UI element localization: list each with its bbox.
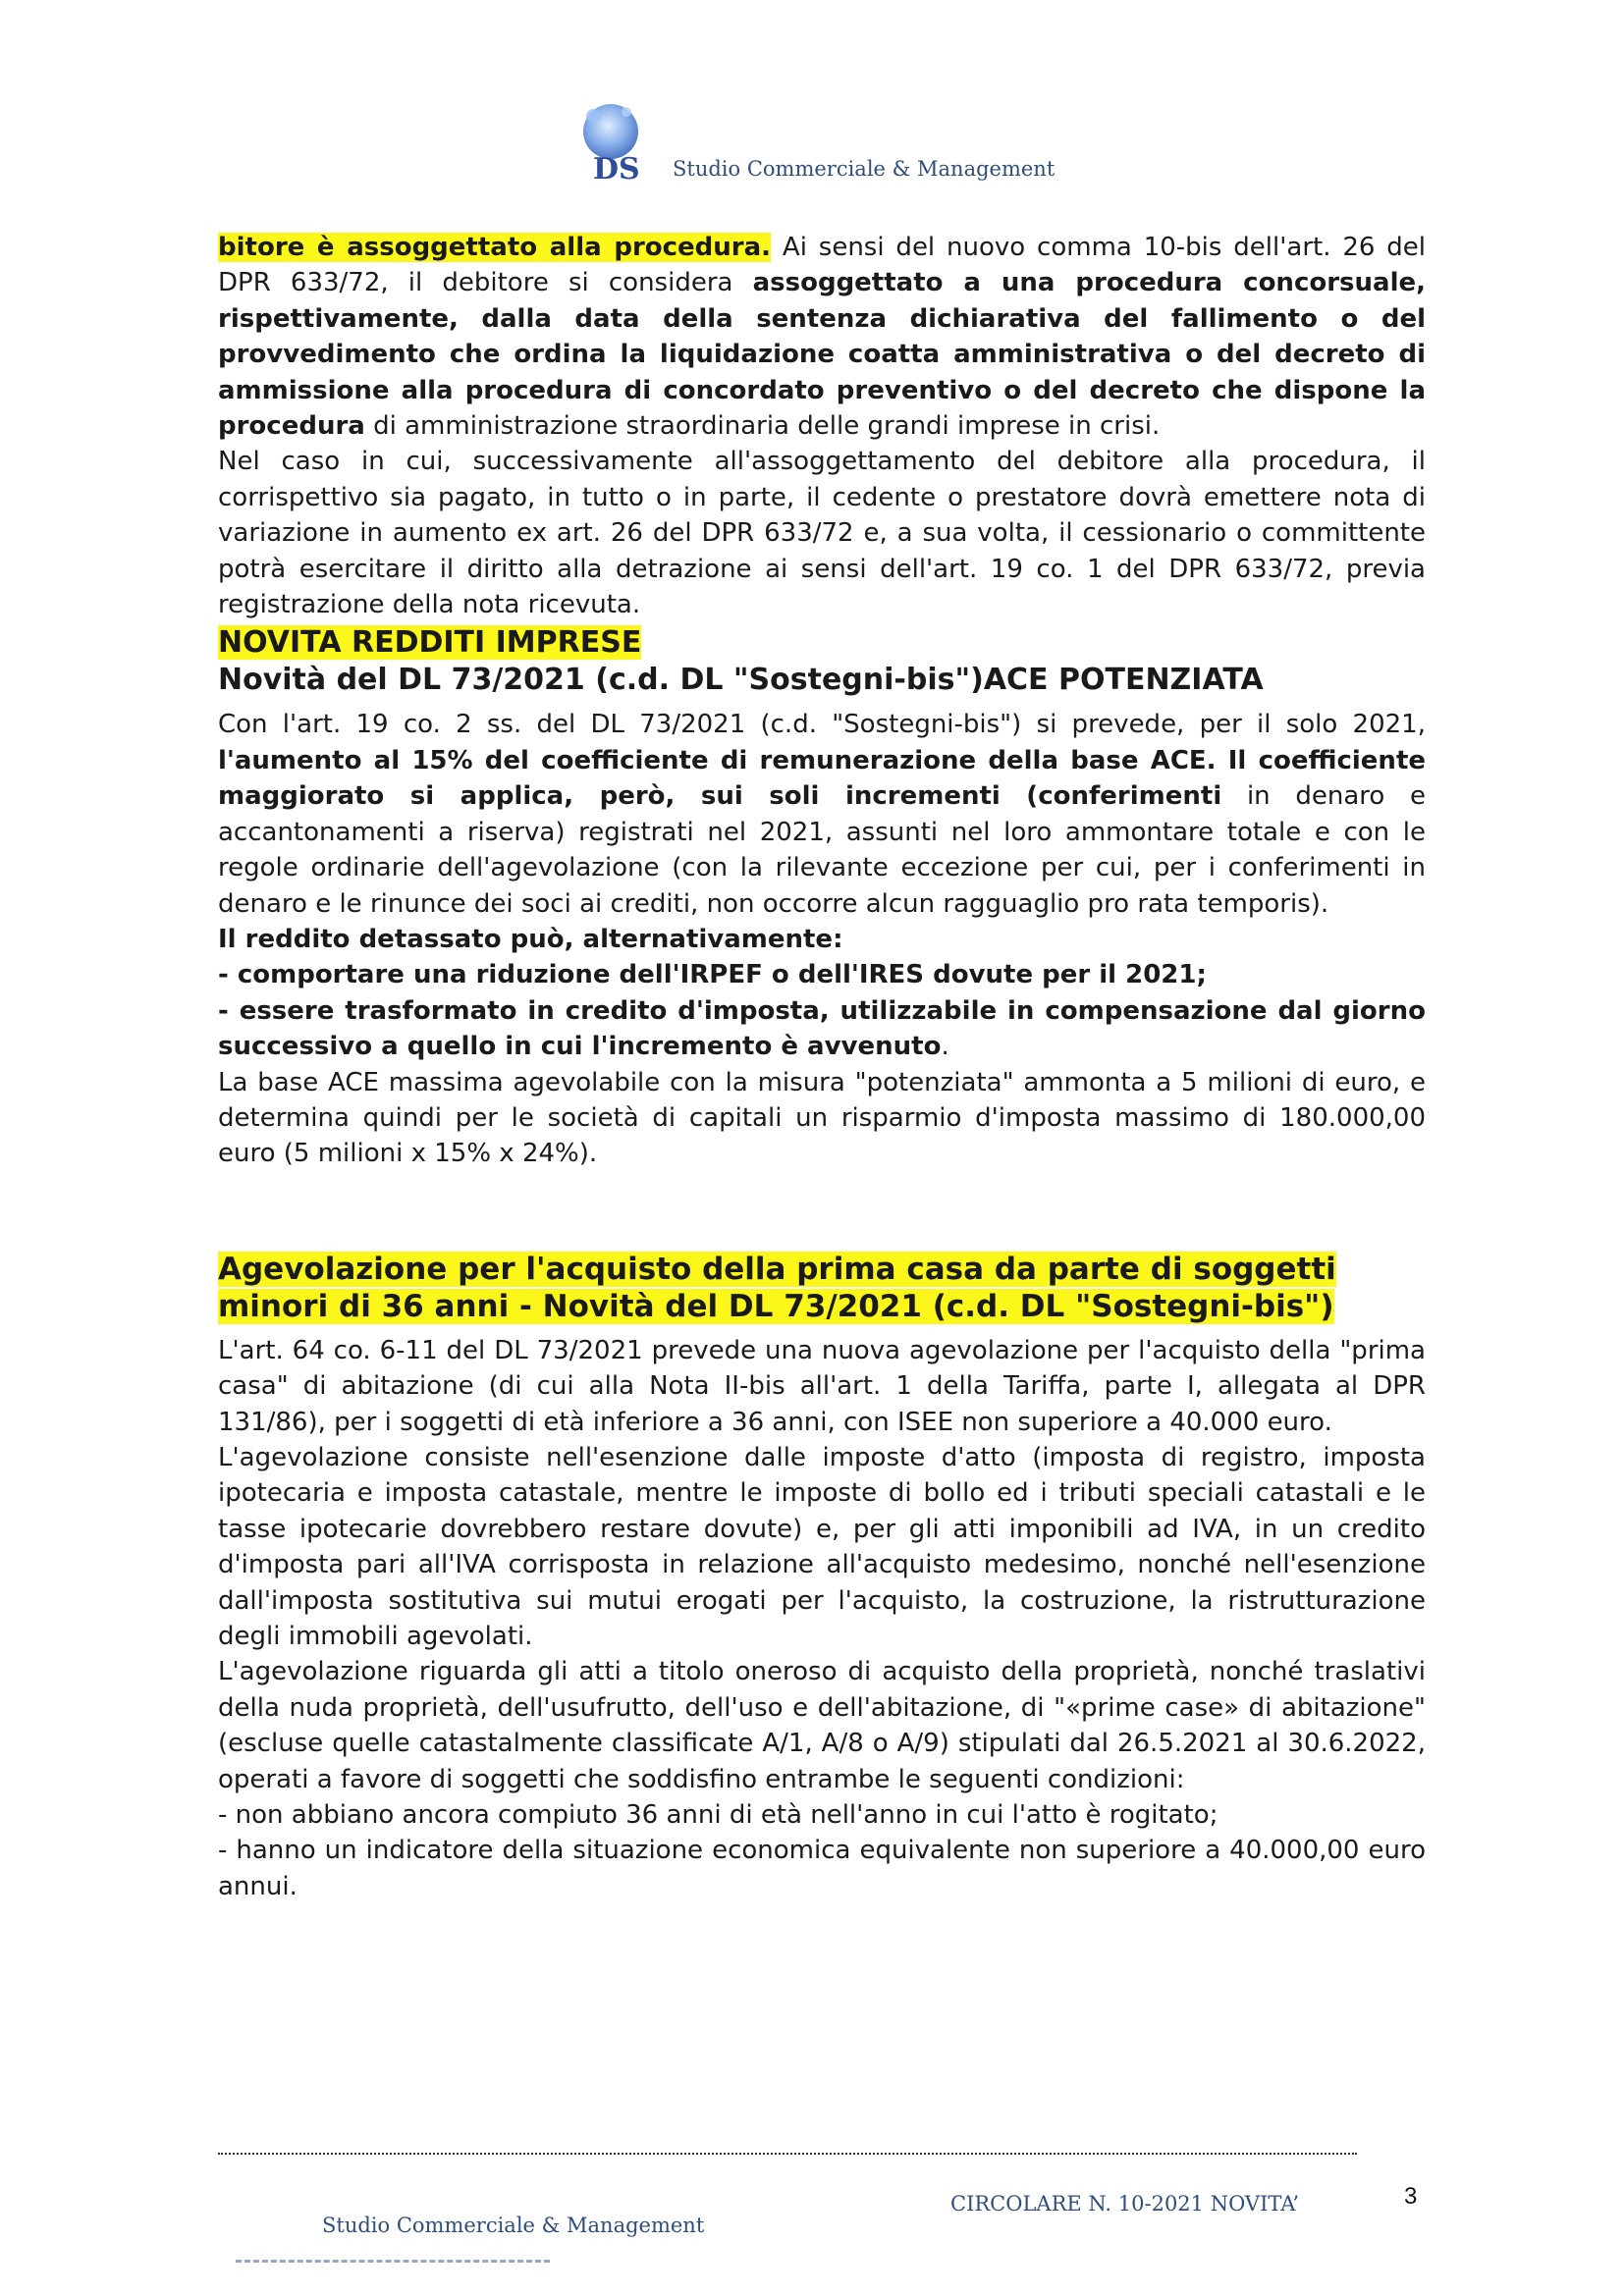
document-body: [218, 230, 1426, 1904]
paragraph: L'agevolazione consiste nell'esenzione dalle imposte d'atto (imposta di registro, imposta ipotecaria e imposta catastale, mentre le imposte di bollo ed i tributi speciali catastali e le tasse ipotecarie dovrebbero restare dovute) e, per gli atti imponibili ad IVA, in un credito d'imposta pari all'IVA corrisposta in relazione all'acquisto medesimo, nonché nell'esenzione dall'imposta sostitutiva sui mutui erogati per l'acquisto, la costruzione, la ristrutturazione degli immobili agevolati.: [218, 1442, 1426, 1651]
paragraph: Nel caso in cui, successivamente all'assoggettamento del debitore alla procedura, il corrispettivo sia pagato, in tutto o in parte, il cedente o prestatore dovrà emettere nota di variazione in aumento ex art. 26 del DPR 633/72 e, a sua volta, il cessionario o committente potrà esercitare il diritto alla detrazione ai sensi dell'art. 19 co. 1 del DPR 633/72, previa registrazione della nota ricevuta.: [218, 447, 1426, 620]
logo-text: DS: [593, 152, 640, 187]
highlighted-text: bitore è assoggettato alla procedura.: [218, 233, 772, 262]
page-header: [569, 98, 1080, 196]
paragraph: L'art. 64 co. 6-11 del DL 73/2021 prevede una nuova agevolazione per l'acquisto della "prima casa" di abitazione (di cui alla Nota II-bis all'art. 1 della Tariffa, parte I, allegata al DPR 131/86), per i soggetti di età inferiore a 36 anni, con ISEE non superiore a 40.000 euro.: [218, 1335, 1426, 1437]
section-subheading: Novità del DL 73/2021 (c.d. DL "Sostegni-bis")ACE POTENZIATA: [218, 663, 1264, 698]
paragraph: - non abbiano ancora compiuto 36 anni di età nell'anno in cui l'atto è rogitato;: [218, 1800, 1218, 1831]
spacer: [218, 1172, 1426, 1251]
footer-studio-name: Studio Commerciale & Management: [322, 2214, 705, 2237]
header-studio-name: Studio Commerciale & Management: [673, 157, 1056, 181]
paragraph: - comportare una riduzione dell'IRPEF o dell'IRES dovute per il 2021;: [218, 960, 1207, 990]
footer-circolare: CIRCOLARE N. 10-2021 NOVITA’: [950, 2192, 1300, 2216]
paragraph: Il reddito detassato può, alternativamente:: [218, 924, 843, 954]
studio-logo: [569, 98, 648, 187]
paragraph: bitore è assoggettato alla procedura. Ai sensi del nuovo comma 10-bis dell'art. 26 del DPR 633/72, il debitore si considera assoggettato a una procedura concorsuale, rispettivamente, dalla data della sentenza dichiarativa del fallimento o del provvedimento che ordina la liquidazione coatta amministrativa o del decreto di ammissione alla procedura di concordato preventivo o del decreto che dispone la procedura di amministrazione straordinaria delle grandi imprese in crisi.: [218, 233, 1427, 442]
paragraph: - hanno un indicatore della situazione economica equivalente non superiore a 40.000,00 euro annui.: [218, 1836, 1426, 1901]
section-heading: NOVITA REDDITI IMPRESE: [218, 625, 642, 661]
paragraph: La base ACE massima agevolabile con la misura "potenziata" ammonta a 5 milioni di euro, e determina quindi per le società di capitali un risparmio d'imposta massimo di 180.000,00 euro (5 milioni x 15% x 24%).: [218, 1067, 1426, 1169]
page-number: 3: [1404, 2183, 1418, 2210]
paragraph: Con l'art. 19 co. 2 ss. del DL 73/2021 (c.d. "Sostegni-bis") si prevede, per il solo 2021, l'aumento al 15% del coefficiente di remunerazione della base ACE. Il coefficiente maggiorato si applica, però, sui soli incrementi (conferimenti in denaro e accantonamenti a riserva) registrati nel 2021, assunti nel loro ammontare totale e con le regole ordinarie dell'agevolazione (con la rilevante eccezione per cui, per i conferimenti in denaro e le rinunce dei soci ai crediti, non occorre alcun ragguaglio pro rata temporis).: [218, 710, 1426, 919]
paragraph: L'agevolazione riguarda gli atti a titolo oneroso di acquisto della proprietà, nonché traslativi della nuda proprietà, dell'usufrutto, dell'uso e dell'abitazione, di "«prime case» di abitazione" (escluse quelle catastalmente classificate A/1, A/8 o A/9) stipulati dal 26.5.2021 al 30.6.2022, operati a favore di soggetti che soddisfino entrambe le seguenti condizioni:: [218, 1657, 1426, 1794]
paragraph: - essere trasformato in credito d'imposta, utilizzabile in compensazione dal giorno successivo a quello in cui l'incremento è avvenuto.: [218, 995, 1426, 1062]
section-heading: Agevolazione per l'acquisto della prima casa da parte di soggetti minori di 36 anni - Novità del DL 73/2021 (c.d. DL "Sostegni-bis"): [218, 1251, 1336, 1324]
footer-cut-line: [236, 2258, 550, 2264]
footer-divider: [218, 2153, 1357, 2155]
